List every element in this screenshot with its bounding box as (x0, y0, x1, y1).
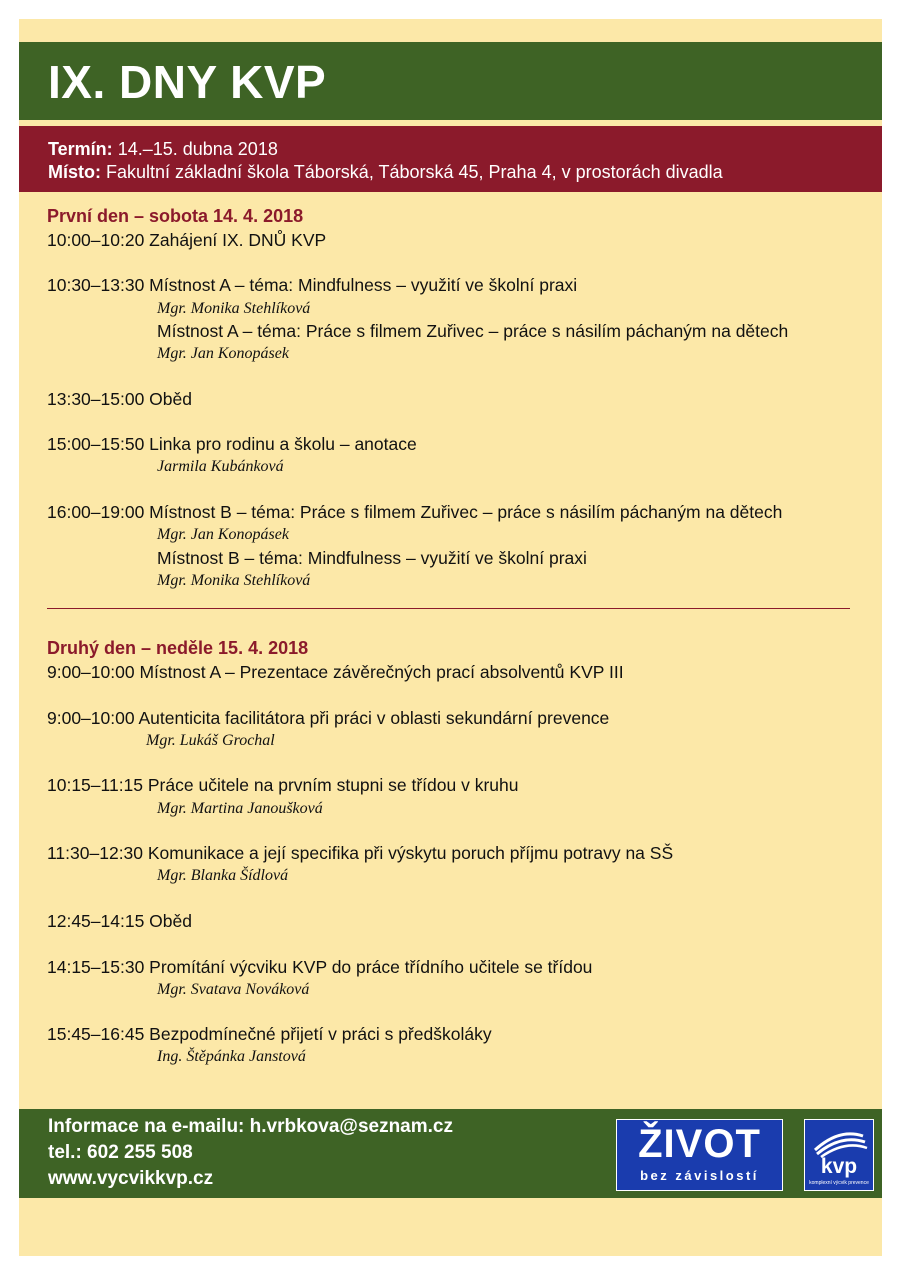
speaker-name: Mgr. Blanka Šídlová (157, 867, 289, 884)
title-bar (19, 42, 882, 120)
kvp-logo-text: kvp (820, 1155, 858, 1178)
program-item: 10:00–10:20 Zahájení IX. DNŮ KVP (47, 230, 327, 250)
day-divider (47, 608, 850, 609)
speaker-name: Mgr. Svatava Nováková (157, 981, 310, 998)
program-item: 11:30–12:30 Komunikace a její specifika při výskytu poruch příjmu potravy na SŠ (47, 843, 674, 863)
kvp-logo-tagline: komplexní výcvik prevence (809, 1180, 869, 1186)
misto-value: Fakultní základní škola Táborská, Táborská 45, Praha 4, v prostorách divadla (106, 162, 723, 182)
program-item: 10:30–13:30 Místnost A – téma: Mindfulness – využití ve školní praxi (47, 275, 578, 295)
program-item: 15:45–16:45 Bezpodmínečné přijetí v práci s předškoláky (47, 1024, 492, 1044)
zivot-logo (616, 1119, 783, 1191)
program-item: 10:15–11:15 Práce učitele na prvním stupni se třídou v kruhu (47, 775, 519, 795)
program-item: 12:45–14:15 Oběd (47, 911, 192, 931)
kvp-swoosh-icon (805, 1122, 873, 1158)
kvp-logo (804, 1119, 874, 1191)
termin-value: 14.–15. dubna 2018 (117, 139, 278, 159)
misto-line (48, 162, 723, 183)
program-item: 14:15–15:30 Promítání výcviku KVP do práce třídního učitele se třídou (47, 957, 593, 977)
email-line[interactable]: Informace na e-mailu: h.vrbkova@seznam.cz (48, 1116, 453, 1137)
info-bar (19, 126, 882, 192)
speaker-name: Mgr. Jan Konopásek (157, 526, 289, 543)
program-item: 9:00–10:00 Autenticita facilitátora při práci v oblasti sekundární prevence (47, 708, 610, 728)
program-item: 16:00–19:00 Místnost B – téma: Práce s filmem Zuřivec – práce s násilím páchaným na dětech (47, 502, 783, 522)
speaker-name: Jarmila Kubánková (157, 458, 284, 475)
zivot-logo-subtitle: bez závislostí (640, 1168, 759, 1183)
speaker-name: Mgr. Jan Konopásek (157, 345, 289, 362)
termin-line (48, 139, 278, 160)
speaker-name: Ing. Štěpánka Janstová (157, 1048, 306, 1065)
speaker-name: Mgr. Lukáš Grochal (146, 732, 275, 749)
contact-footer (19, 1109, 882, 1198)
speaker-name: Mgr. Monika Stehlíková (157, 572, 311, 589)
day2-heading: Druhý den – neděle 15. 4. 2018 (47, 638, 309, 658)
zivot-logo-text: ŽIVOT (638, 1122, 761, 1166)
program-item: Místnost B – téma: Mindfulness – využití ve školní praxi (157, 548, 587, 568)
program-item: 13:30–15:00 Oběd (47, 389, 192, 409)
day1-heading: První den – sobota 14. 4. 2018 (47, 206, 304, 226)
termin-label: Termín: (48, 139, 113, 159)
speaker-name: Mgr. Martina Janoušková (157, 800, 323, 817)
web-link[interactable]: www.vycvikkvp.cz (48, 1168, 214, 1189)
page-title: IX. DNY KVP (48, 56, 327, 108)
program-item: 9:00–10:00 Místnost A – Prezentace závěrečných prací absolventů KVP III (47, 662, 624, 682)
program-item: Místnost A – téma: Práce s filmem Zuřivec – práce s násilím páchaným na dětech (157, 321, 789, 341)
misto-label: Místo: (48, 162, 101, 182)
program-item: 15:00–15:50 Linka pro rodinu a školu – anotace (47, 434, 417, 454)
speaker-name: Mgr. Monika Stehlíková (157, 300, 311, 317)
phone-line[interactable]: tel.: 602 255 508 (48, 1142, 193, 1163)
